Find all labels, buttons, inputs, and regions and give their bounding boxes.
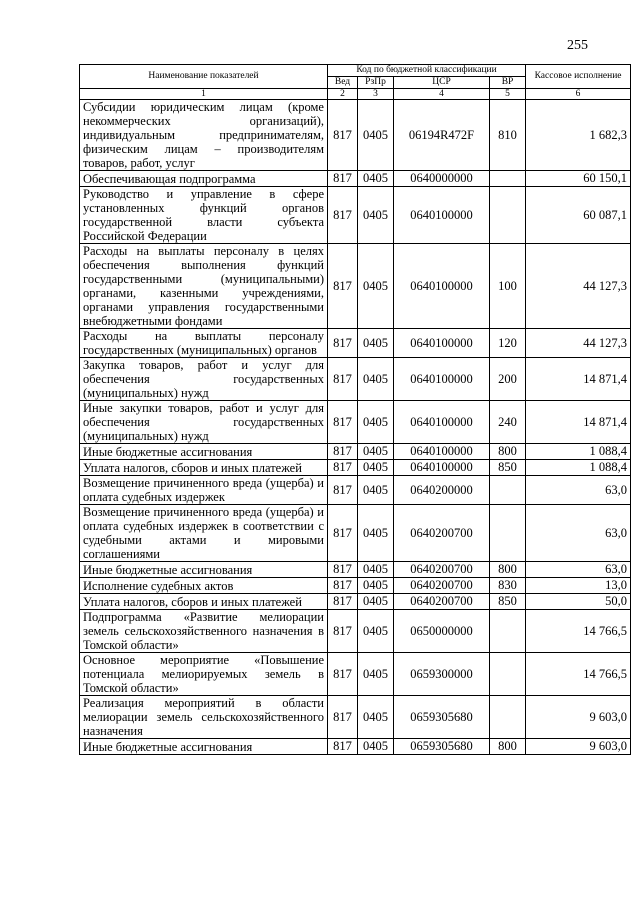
row-vr: 200 [490,358,526,401]
row-rzpr: 0405 [358,696,394,739]
row-name: Возмещение причиненного вреда (ущерба) и оплата судебных издержек в соответствии с судебными актами и мировыми соглашениями [80,505,328,562]
row-ved: 817 [328,476,358,505]
row-rzpr: 0405 [358,401,394,444]
row-name: Обеспечивающая подпрограмма [80,171,328,187]
row-rzpr: 0405 [358,476,394,505]
table-row [80,696,631,739]
row-name: Подпрограмма «Развитие мелиорации земель сельскохозяйственного назначения в Томской области» [80,610,328,653]
page-number: 255 [567,38,588,53]
header-ved: Вед [328,77,358,89]
row-vr: 240 [490,401,526,444]
header-csr: ЦСР [394,77,490,89]
row-ved: 817 [328,578,358,594]
row-amount: 63,0 [526,505,631,562]
row-vr [490,187,526,244]
table-row [80,562,631,578]
row-csr: 0659305680 [394,739,490,755]
row-csr: 0640100000 [394,187,490,244]
row-name: Иные бюджетные ассигнования [80,739,328,755]
row-name: Исполнение судебных актов [80,578,328,594]
row-amount: 14 766,5 [526,610,631,653]
column-number: 3 [358,89,394,100]
row-amount: 14 766,5 [526,653,631,696]
row-ved: 817 [328,401,358,444]
column-numbers-row [80,89,631,100]
row-rzpr: 0405 [358,739,394,755]
column-number: 1 [80,89,328,100]
row-amount: 60 150,1 [526,171,631,187]
row-name: Уплата налогов, сборов и иных платежей [80,594,328,610]
column-number: 2 [328,89,358,100]
row-csr: 0640100000 [394,329,490,358]
table-row [80,578,631,594]
header-code-group: Код по бюджетной классификации [328,65,526,77]
table-row [80,329,631,358]
row-amount: 60 087,1 [526,187,631,244]
row-amount: 14 871,4 [526,401,631,444]
table-row [80,476,631,505]
row-rzpr: 0405 [358,187,394,244]
row-csr: 0640200700 [394,562,490,578]
table-body [80,100,631,755]
row-csr: 06194R472F [394,100,490,171]
row-csr: 0640200700 [394,578,490,594]
row-vr: 100 [490,244,526,329]
row-ved: 817 [328,696,358,739]
row-rzpr: 0405 [358,244,394,329]
row-vr: 850 [490,460,526,476]
table-row [80,244,631,329]
row-rzpr: 0405 [358,594,394,610]
row-rzpr: 0405 [358,505,394,562]
row-ved: 817 [328,329,358,358]
row-amount: 9 603,0 [526,696,631,739]
row-amount: 13,0 [526,578,631,594]
row-csr: 0640100000 [394,401,490,444]
row-ved: 817 [328,244,358,329]
table-row [80,653,631,696]
row-amount: 9 603,0 [526,739,631,755]
header-rzpr: РзПр [358,77,394,89]
row-csr: 0640100000 [394,444,490,460]
table-row [80,444,631,460]
row-csr: 0640200700 [394,594,490,610]
row-name: Иные закупки товаров, работ и услуг для обеспечения государственных (муниципальных) нужд [80,401,328,444]
row-rzpr: 0405 [358,329,394,358]
header-amount: Кассовое исполнение [526,65,631,89]
row-ved: 817 [328,171,358,187]
row-vr [490,476,526,505]
row-ved: 817 [328,187,358,244]
row-rzpr: 0405 [358,610,394,653]
row-csr: 0640100000 [394,244,490,329]
row-vr [490,171,526,187]
column-number: 6 [526,89,631,100]
row-rzpr: 0405 [358,653,394,696]
table-row [80,594,631,610]
row-name: Возмещение причиненного вреда (ущерба) и оплата судебных издержек [80,476,328,505]
row-name: Расходы на выплаты персоналу государственных (муниципальных) органов [80,329,328,358]
row-rzpr: 0405 [358,578,394,594]
table-row [80,358,631,401]
row-csr: 0640100000 [394,358,490,401]
row-vr [490,610,526,653]
row-csr: 0640000000 [394,171,490,187]
row-rzpr: 0405 [358,100,394,171]
table-row [80,610,631,653]
row-rzpr: 0405 [358,444,394,460]
row-csr: 0640100000 [394,460,490,476]
row-ved: 817 [328,653,358,696]
row-rzpr: 0405 [358,562,394,578]
row-vr: 810 [490,100,526,171]
row-rzpr: 0405 [358,171,394,187]
row-csr: 0659300000 [394,653,490,696]
row-csr: 0650000000 [394,610,490,653]
row-amount: 44 127,3 [526,244,631,329]
header-name: Наименование показателей [80,65,328,89]
row-csr: 0659305680 [394,696,490,739]
row-vr: 800 [490,739,526,755]
table-row [80,171,631,187]
table-row [80,460,631,476]
row-name: Уплата налогов, сборов и иных платежей [80,460,328,476]
row-ved: 817 [328,562,358,578]
row-name: Руководство и управление в сфере установленных функций органов государственной власти субъекта Российской Федерации [80,187,328,244]
row-vr: 800 [490,562,526,578]
row-vr: 800 [490,444,526,460]
table-row [80,187,631,244]
row-name: Иные бюджетные ассигнования [80,562,328,578]
row-vr [490,653,526,696]
row-csr: 0640200700 [394,505,490,562]
row-vr [490,505,526,562]
row-ved: 817 [328,460,358,476]
row-ved: 817 [328,358,358,401]
row-rzpr: 0405 [358,358,394,401]
row-ved: 817 [328,505,358,562]
row-vr: 830 [490,578,526,594]
row-ved: 817 [328,594,358,610]
row-ved: 817 [328,100,358,171]
row-amount: 1 088,4 [526,460,631,476]
row-vr [490,696,526,739]
row-amount: 63,0 [526,562,631,578]
row-amount: 14 871,4 [526,358,631,401]
row-vr: 850 [490,594,526,610]
row-rzpr: 0405 [358,460,394,476]
row-amount: 1 682,3 [526,100,631,171]
row-amount: 44 127,3 [526,329,631,358]
row-name: Основное мероприятие «Повышение потенциала мелиорируемых земель в Томской области» [80,653,328,696]
column-number: 4 [394,89,490,100]
row-name: Закупка товаров, работ и услуг для обеспечения государственных (муниципальных) нужд [80,358,328,401]
header-row-1 [80,65,631,77]
column-number: 5 [490,89,526,100]
table-row [80,505,631,562]
row-ved: 817 [328,739,358,755]
table-row [80,401,631,444]
row-name: Реализация мероприятий в области мелиорации земель сельскохозяйственного назначения [80,696,328,739]
row-name: Расходы на выплаты персоналу в целях обеспечения выполнения функций государственными (муниципальными) органами, казенными учреждениями, органами управления государственными внебюджетными фондами [80,244,328,329]
row-amount: 50,0 [526,594,631,610]
row-ved: 817 [328,610,358,653]
row-vr: 120 [490,329,526,358]
budget-table [79,64,631,755]
table-row [80,100,631,171]
row-amount: 1 088,4 [526,444,631,460]
row-name: Субсидии юридическим лицам (кроме некоммерческих организаций), индивидуальным предпринимателям, физическим лицам – производителям товаров, работ, услуг [80,100,328,171]
table-row [80,739,631,755]
row-ved: 817 [328,444,358,460]
row-amount: 63,0 [526,476,631,505]
header-vr: ВР [490,77,526,89]
row-csr: 0640200000 [394,476,490,505]
row-name: Иные бюджетные ассигнования [80,444,328,460]
